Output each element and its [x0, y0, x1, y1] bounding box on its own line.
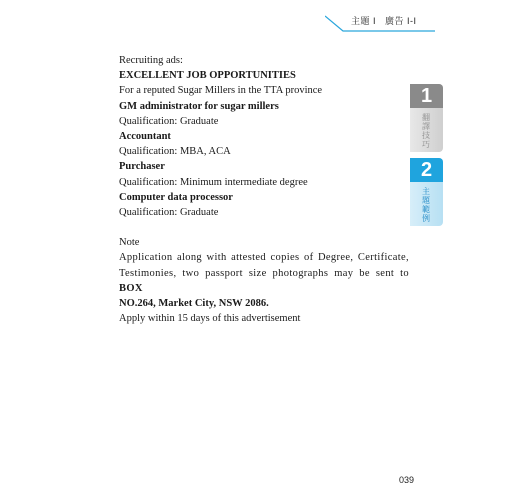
job-title: Computer data processor [119, 191, 233, 203]
job-qualification: Qualification: Graduate [119, 115, 219, 127]
apply-deadline: Apply within 15 days of this advertisement [119, 313, 301, 325]
tab-number: 2 [410, 158, 443, 182]
job-qualification: Qualification: MBA, ACA [119, 146, 231, 158]
running-header [351, 14, 423, 27]
header-topic: 主題 I [351, 16, 377, 26]
company-description: For a reputed Sugar Millers in the TTA province [119, 85, 323, 97]
job-title: Accountant [119, 131, 171, 143]
chapter-tab-2 [410, 158, 443, 226]
note-line-2-text: Testimonies, two passport size photographs may be sent to [119, 267, 409, 279]
job-title: GM administrator for sugar millers [119, 100, 279, 112]
tab-number: 1 [410, 84, 443, 108]
job-qualification: Qualification: Graduate [119, 207, 219, 219]
intro-text: Recruiting ads: [119, 55, 183, 66]
note-address-start: BOX [119, 282, 143, 294]
tab-label: 主題範例 [422, 187, 430, 223]
note-line-2 [119, 266, 409, 296]
job-title: Purchaser [119, 161, 165, 173]
note-line-1: Application along with attested copies of Degree, Certificate, [119, 252, 409, 264]
job-qualification: Qualification: Minimum intermediate degree [119, 176, 308, 188]
header-section: 廣告 I-I [385, 16, 417, 26]
note-label: Note [119, 237, 140, 249]
note-address-end: NO.264, Market City, NSW 2086. [119, 298, 269, 310]
page-number: 039 [399, 475, 415, 485]
tab-label: 翻譯技巧 [422, 113, 430, 149]
ad-headline: EXCELLENT JOB OPPORTUNITIES [119, 70, 296, 82]
ad-content [119, 53, 409, 326]
chapter-tab-1 [410, 84, 443, 152]
